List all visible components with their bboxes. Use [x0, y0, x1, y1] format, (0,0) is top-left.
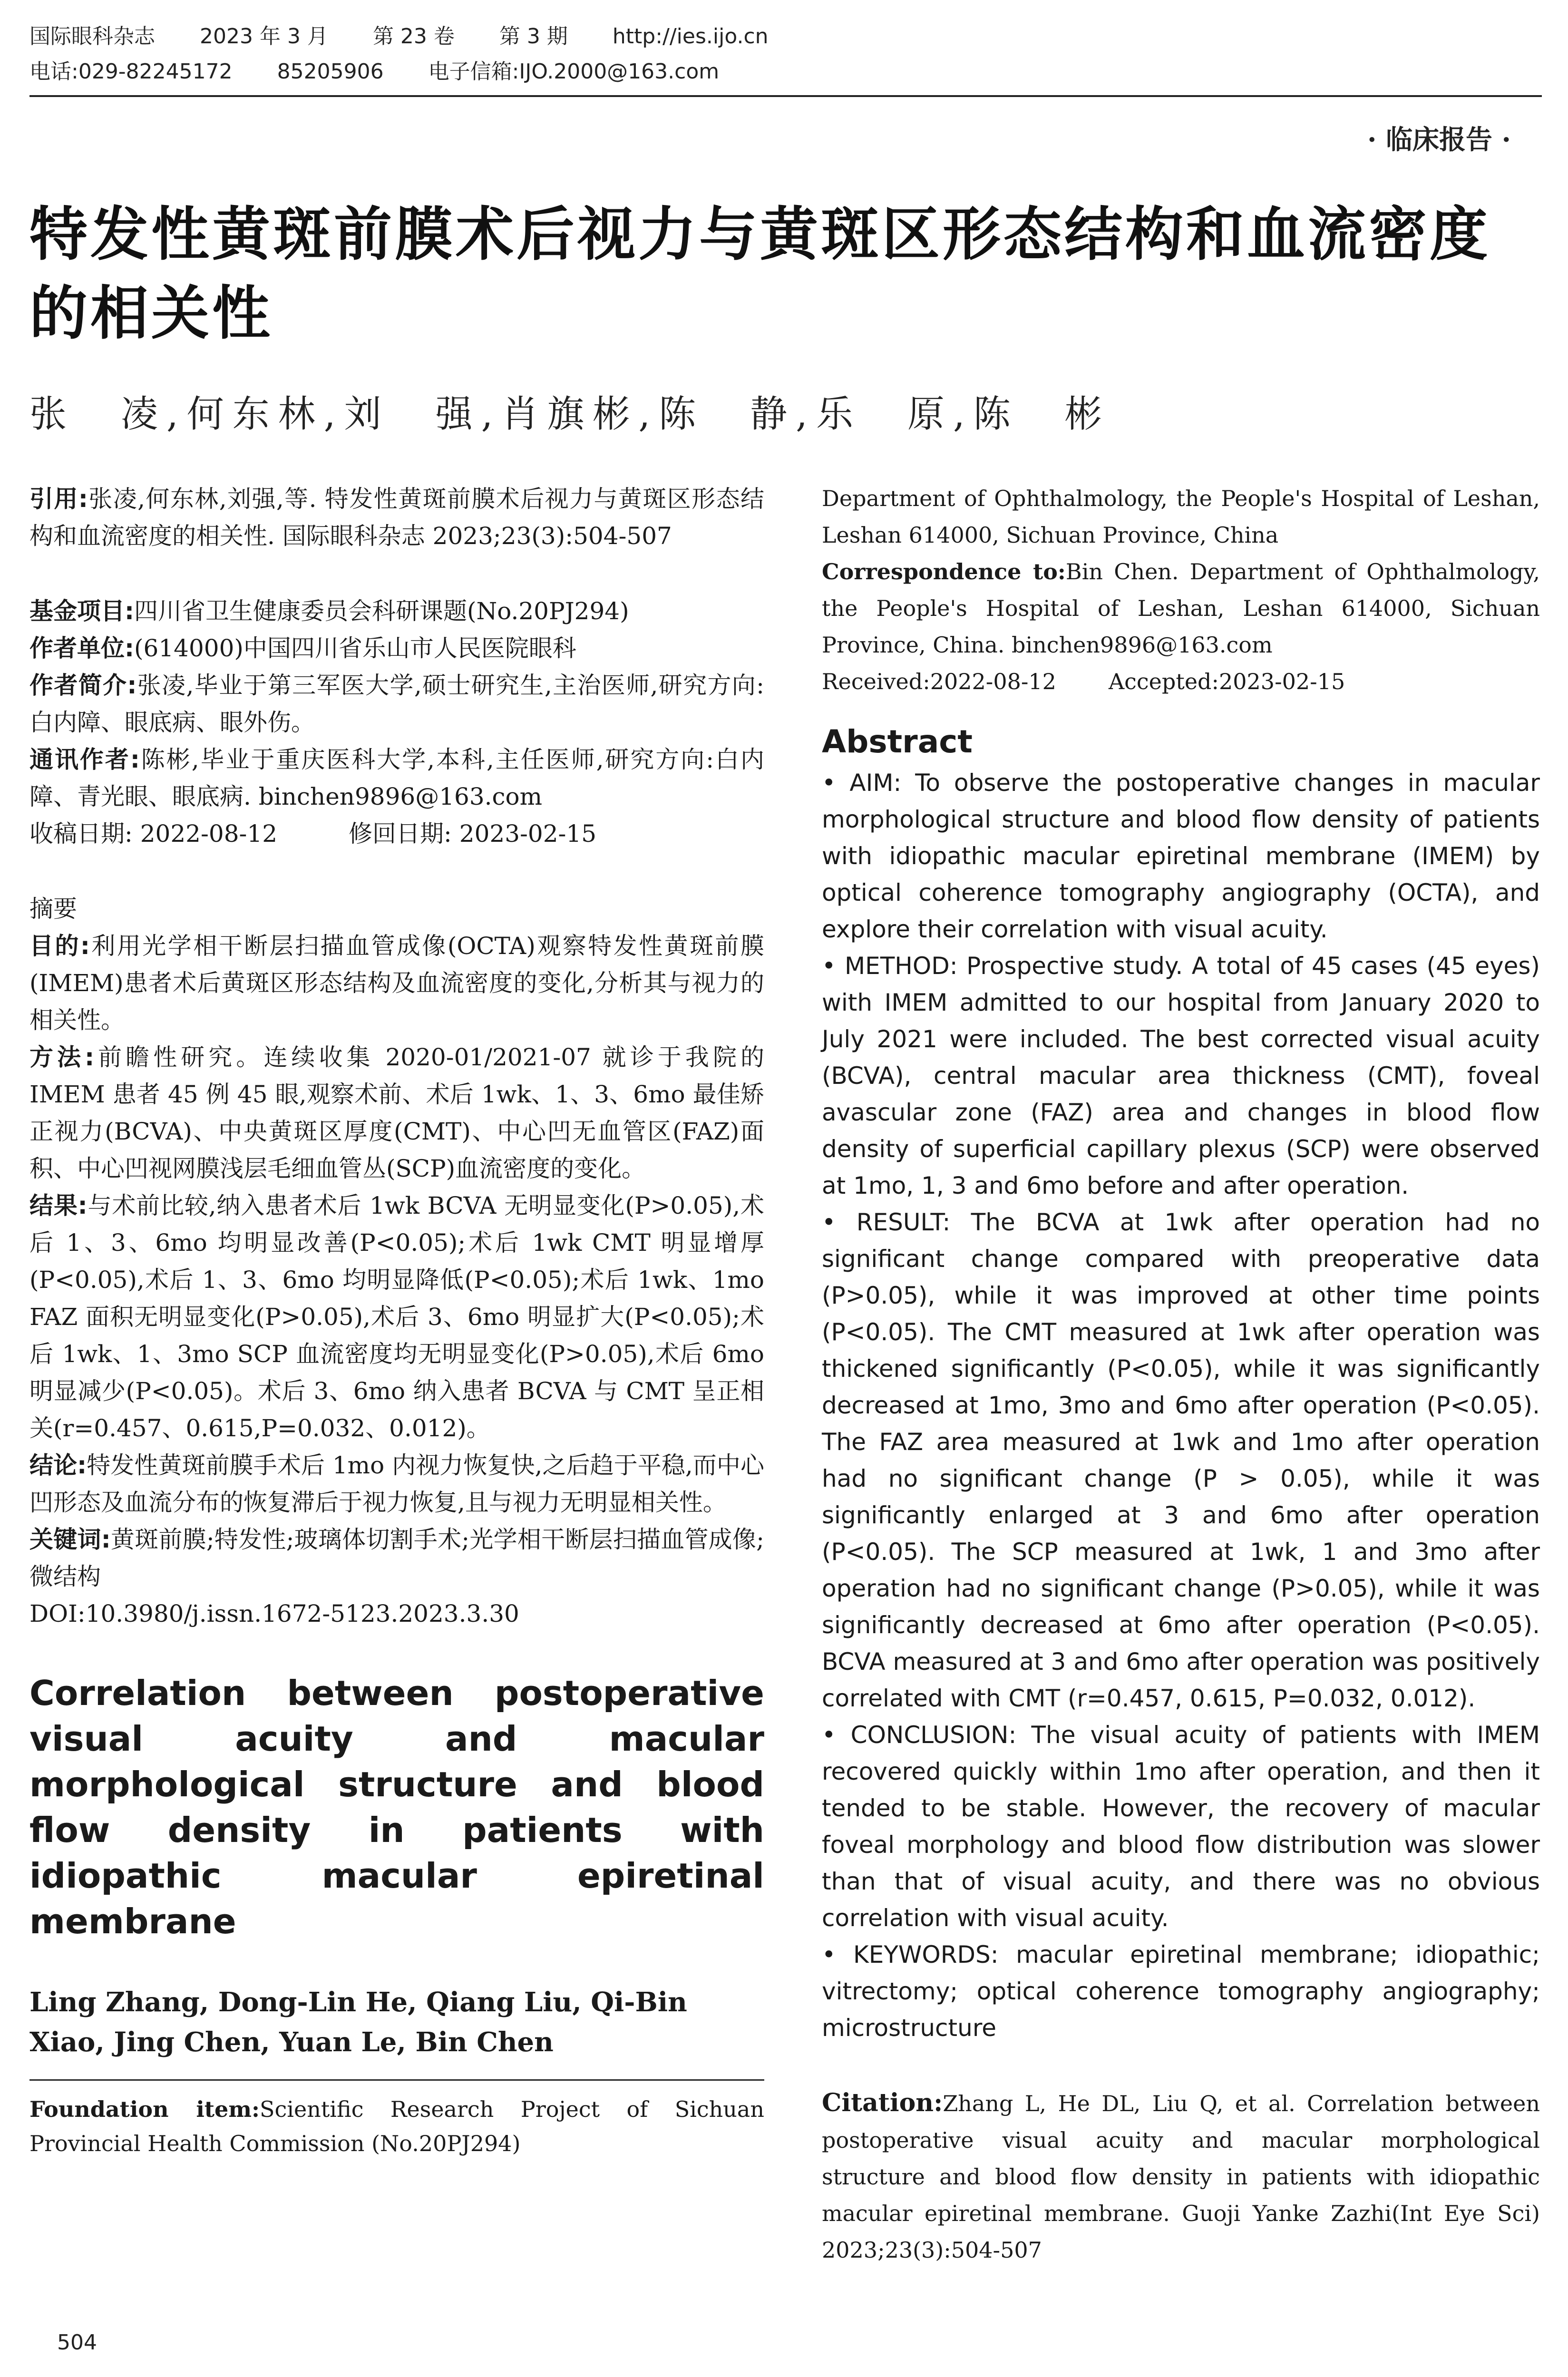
dates-en: [822, 663, 1540, 700]
keywords-label: • KEYWORDS:: [822, 1941, 999, 1968]
aim-cn-label: 目的:: [29, 932, 90, 960]
conclusion-cn-label: 结论:: [29, 1452, 87, 1479]
journal-email[interactable]: 电子信箱:IJO.2000@163.com: [428, 59, 720, 84]
citation-en: [822, 2085, 1540, 2269]
corr-text: 陈彬,毕业于重庆医科大学,本科,主任医师,研究方向:白内障、青光眼、眼底病. binchen9896@163.com: [29, 746, 765, 810]
english-title: Correlation between postoperative visual acuity and macular morphological structure and blood flow density in patients with idiopathic macular epiretinal membrane: [29, 1673, 764, 1941]
citation-cn-label: 引用:: [29, 485, 88, 513]
accepted-date: Accepted:2023-02-15: [1108, 669, 1345, 694]
article-title: 特发性黄斑前膜术后视力与黄斑区形态结构和血流密度的相关性: [29, 201, 1490, 347]
corresponding-author: [29, 741, 764, 815]
phone: 电话:029-82245172: [29, 59, 233, 84]
author-unit: [29, 630, 764, 667]
correspondence-label: Correspondence to:: [822, 559, 1066, 585]
abstract-cn-aim: [29, 927, 764, 1039]
result-label: • RESULT:: [822, 1208, 951, 1236]
abstract-cn-result: [29, 1187, 764, 1447]
journal-url[interactable]: http://ies.ijo.cn: [612, 24, 769, 49]
abstract-result: [822, 1204, 1540, 1717]
abstract-cn-conclusion: [29, 1447, 764, 1521]
foundation-text: Scientific Research Project of Sichuan Provincial Health Commission (No.20PJ294): [29, 2096, 764, 2156]
section-tag: · 临床报告 ·: [1367, 124, 1511, 156]
bio-text: 张凌,毕业于第三军医大学,硕士研究生,主治医师,研究方向:白内障、眼底病、眼外伤。: [29, 672, 764, 736]
authors-chinese: 张 凌,何东林,刘 强,肖旗彬,陈 静,乐 原,陈 彬: [29, 393, 1110, 436]
bio-label: 作者简介:: [29, 672, 137, 699]
method-cn-text: 前瞻性研究。连续收集 2020-01/2021-07 就诊于我院的 IMEM 患者 45 例 45 眼,观察术前、术后 1wk、1、3、6mo 最佳矫正视力(BCVA)、中央黄斑区厚度(CMT)、中心凹无血管区(FAZ)面积、中心凹视网膜浅层毛细血管丛(SCP)血流密度的变化。: [29, 1043, 764, 1182]
header-row-2: [29, 54, 1542, 89]
corr-label: 通讯作者:: [29, 746, 140, 773]
result-cn-label: 结果:: [29, 1192, 88, 1219]
volume: 第 23 卷: [372, 24, 455, 49]
received-revised-dates: 收稿日期: 2022-08-12 修回日期: 2023-02-15: [29, 820, 597, 848]
issue-date: 2023 年 3 月: [200, 24, 328, 49]
abstract-method: [822, 948, 1540, 1204]
aim-label: • AIM:: [822, 769, 902, 797]
foundation-label: Foundation item:: [29, 2096, 260, 2122]
fund-text: 四川省卫生健康委员会科研课题(No.20PJ294): [134, 597, 629, 625]
citation-en-label: Citation:: [822, 2088, 943, 2117]
abstract-heading: Abstract: [822, 723, 973, 760]
citation-en-text: Zhang L, He DL, Liu Q, et al. Correlation between postoperative visual acuity and macular morphological structure and blood flow density in patients with idiopathic macular epiretinal membrane. Guoji Yanke Zazhi(Int Eye Sci) 2023;23(3):504-507: [822, 2091, 1540, 2263]
abstract-cn-method: [29, 1039, 764, 1187]
conclusion-cn-text: 特发性黄斑前膜手术后 1mo 内视力恢复快,之后趋于平稳,而中心凹形态及血流分布的恢复滞后于视力恢复,且与视力无明显相关性。: [29, 1452, 764, 1516]
header-row-1: [29, 19, 1542, 54]
abstract-cn-heading: 摘要: [29, 895, 77, 923]
keywords-cn: [29, 1521, 764, 1595]
method-label: • METHOD:: [822, 952, 958, 980]
page-number: 504: [57, 2330, 97, 2355]
abstract-keywords: [822, 1937, 1540, 2046]
phone-2: 85205906: [277, 59, 384, 84]
header-divider: [29, 95, 1542, 97]
keywords-cn-label: 关键词:: [29, 1526, 111, 1553]
affiliation-en: Department of Ophthalmology, the People's Hospital of Leshan, Leshan 614000, Sichuan Province, China: [822, 486, 1540, 548]
result-text: The BCVA at 1wk after operation had no significant change compared with preoperative data (P>0.05), while it was improved at other time points (P<0.05). The CMT measured at 1wk after operation was thickened significantly (P<0.05), while it was significantly decreased at 1mo, 3mo and 6mo after operation (P<0.05). The FAZ area measured at 1wk and 1mo after operation had no significant change (P > 0.05), while it was significantly enlarged at 3 and 6mo after operation (P<0.05). The SCP measured at 1wk, 1 and 3mo after operation had no significant change (P>0.05), while it was significantly decreased at 6mo after operation (P<0.05). BCVA measured at 3 and 6mo after operation was positively correlated with CMT (r=0.457, 0.615, P=0.032, 0.012).: [822, 1208, 1540, 1712]
fund-info: [29, 593, 764, 630]
unit-text: (614000)中国四川省乐山市人民医院眼科: [134, 634, 576, 662]
aim-cn-text: 利用光学相干断层扫描血管成像(OCTA)观察特发性黄斑前膜(IMEM)患者术后黄斑区形态结构及血流密度的变化,分析其与视力的相关性。: [29, 932, 764, 1034]
result-cn-text: 与术前比较,纳入患者术后 1wk BCVA 无明显变化(P>0.05),术后 1、3、6mo 均明显改善(P<0.05);术后 1wk CMT 明显增厚(P<0.05),术后 1、3、6mo 均明显降低(P<0.05);术后 1wk、1mo FAZ 面积无明显变化(P>0.05),术后 3、6mo 明显扩大(P<0.05);术后 1wk、1、3mo SCP 血流密度均无明显变化(P>0.05),术后 6mo 明显减少(P<0.05)。术后 3、6mo 纳入患者 BCVA 与 CMT 呈正相关(r=0.457、0.615,P=0.032、0.012)。: [29, 1192, 764, 1442]
correspondence-text: Bin Chen. Department of Ophthalmology, the People's Hospital of Leshan, Leshan 614000, Sichuan Province, China. binchen9896@163.com: [822, 559, 1540, 658]
received-date: Received:2022-08-12: [822, 669, 1056, 694]
correspondence-en: [822, 554, 1540, 663]
abstract-aim: [822, 765, 1540, 948]
foundation-item: [29, 2092, 764, 2161]
fund-label: 基金项目:: [29, 597, 134, 625]
right-column: [822, 480, 1540, 2269]
unit-label: 作者单位:: [29, 634, 134, 662]
method-text: Prospective study. A total of 45 cases (45 eyes) with IMEM admitted to our hospital from January 2020 to July 2021 were included. The best corrected visual acuity (BCVA), central macular area thickness (CMT), foveal avascular zone (FAZ) area and changes in blood flow density of superficial capillary plexus (SCP) were observed at 1mo, 1, 3 and 6mo before and after operation.: [822, 952, 1540, 1199]
journal-header: [29, 19, 1542, 89]
english-authors: Ling Zhang, Dong-Lin He, Qiang Liu, Qi-Bin Xiao, Jing Chen, Yuan Le, Bin Chen: [29, 1987, 687, 2058]
method-cn-label: 方法:: [29, 1043, 95, 1071]
footnote-divider: [29, 2079, 764, 2081]
left-column: [29, 480, 764, 2161]
keywords-text: macular epiretinal membrane; idiopathic; vitrectomy; optical coherence tomography angiography; microstructure: [822, 1941, 1540, 2042]
conclusion-text: The visual acuity of patients with IMEM recovered quickly within 1mo after operation, and then it tended to be stable. However, the recovery of macular foveal morphology and blood flow distribution was slower than that of visual acuity, and there was no obvious correlation with visual acuity.: [822, 1721, 1540, 1932]
doi[interactable]: DOI:10.3980/j.issn.1672-5123.2023.3.30: [29, 1600, 519, 1627]
citation-cn: [29, 480, 764, 555]
citation-cn-text: 张凌,何东林,刘强,等. 特发性黄斑前膜术后视力与黄斑区形态结构和血流密度的相关性. 国际眼科杂志 2023;23(3):504-507: [29, 485, 764, 550]
author-bio: [29, 667, 764, 741]
conclusion-label: • CONCLUSION:: [822, 1721, 1017, 1749]
aim-text: To observe the postoperative changes in macular morphological structure and blood flow density of patients with idiopathic macular epiretinal membrane (IMEM) by optical coherence tomography angiography (OCTA), and explore their correlation with visual acuity.: [822, 769, 1540, 943]
keywords-cn-text: 黄斑前膜;特发性;玻璃体切割手术;光学相干断层扫描血管成像;微结构: [29, 1526, 764, 1590]
journal-name: 国际眼科杂志: [29, 24, 155, 49]
issue-number: 第 3 期: [499, 24, 568, 49]
abstract-conclusion: [822, 1717, 1540, 1937]
